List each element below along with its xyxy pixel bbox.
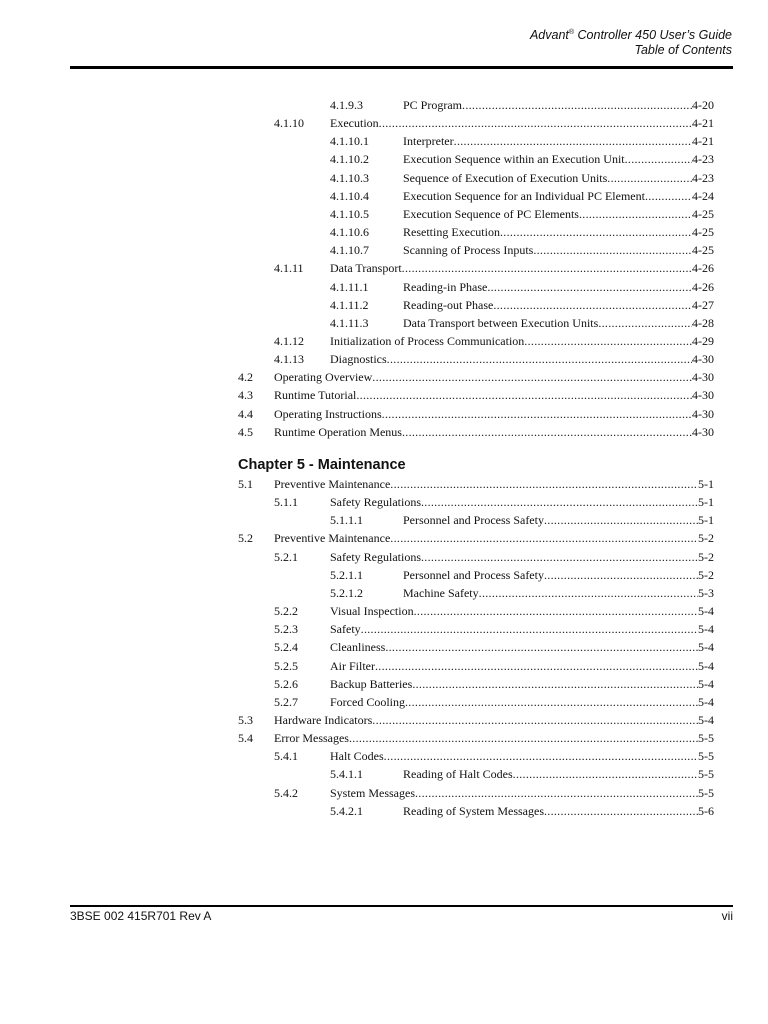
- toc-entry-page: 5-4: [698, 604, 714, 619]
- dot-leader: [402, 259, 692, 277]
- toc-entry-title: Reading of Halt Codes: [403, 767, 513, 782]
- toc-entry-number: 5.2.1.1: [330, 567, 363, 582]
- toc-entry-number: 5.4: [238, 731, 253, 746]
- toc-entry-page: 4-25: [692, 225, 714, 240]
- toc-entry[interactable]: [330, 765, 714, 783]
- toc-entry-page: 5-5: [698, 731, 714, 746]
- toc-entry-title: Runtime Tutorial: [274, 388, 357, 403]
- toc-entry[interactable]: [330, 96, 714, 114]
- running-footer: [70, 909, 733, 923]
- toc-entry-number: 5.4.1: [274, 749, 298, 764]
- dot-leader: [387, 350, 692, 368]
- toc-entry-page: 5-1: [698, 513, 714, 528]
- toc-entry[interactable]: [238, 475, 714, 493]
- toc-entry-page: 4-25: [692, 206, 714, 221]
- toc-entry-title: Error Messages: [274, 731, 349, 746]
- header-title-rest: Controller 450 User’s Guide: [574, 28, 732, 42]
- toc-entry-page: 4-30: [692, 352, 714, 367]
- toc-entry-number: 5.2.2: [274, 604, 298, 619]
- toc-entry[interactable]: [330, 223, 714, 241]
- dot-leader: [361, 620, 698, 638]
- toc-entry-title: Operating Overview: [274, 370, 373, 385]
- dot-leader: [385, 638, 698, 656]
- toc-entry-page: 4-21: [692, 134, 714, 149]
- toc-entry-title: Reading-in Phase: [403, 279, 488, 294]
- toc-entry-title: Runtime Operation Menus: [274, 424, 402, 439]
- footer-rule: [70, 905, 733, 907]
- toc-entry[interactable]: [274, 747, 714, 765]
- toc-entry-page: 5-2: [698, 531, 714, 546]
- document-id: 3BSE 002 415R701 Rev A: [70, 909, 212, 923]
- toc-entry-number: 5.4.1.1: [330, 767, 363, 782]
- toc-entry-number: 5.2.6: [274, 676, 298, 691]
- toc-entry-title: Interpreter: [403, 134, 454, 149]
- toc-entry-title: Sequence of Execution of Execution Units: [403, 170, 608, 185]
- toc-entry-page: 4-28: [692, 315, 714, 330]
- dot-leader: [414, 602, 698, 620]
- toc-entry-page: 5-3: [698, 585, 714, 600]
- toc-entry-title: PC Program: [403, 98, 463, 112]
- toc-entry-page: 5-4: [698, 676, 714, 691]
- toc-entry-title: Reading-out Phase: [403, 297, 494, 312]
- chapter-heading: Chapter 5 - Maintenance: [238, 457, 406, 473]
- dot-leader: [607, 169, 692, 187]
- toc-entry[interactable]: [238, 423, 714, 441]
- toc-entry-number: 5.2.1.2: [330, 585, 363, 600]
- toc-entry[interactable]: [238, 529, 714, 547]
- dot-leader: [625, 150, 692, 168]
- toc-entry[interactable]: [330, 314, 714, 332]
- dot-leader: [513, 765, 698, 783]
- toc-entry-page: 4-29: [692, 333, 714, 348]
- dot-leader: [390, 529, 698, 547]
- toc-entry-title: Execution Sequence within an Execution Unit: [403, 152, 625, 167]
- toc-entry-title: Halt Codes: [330, 749, 384, 764]
- toc-entry[interactable]: [330, 802, 714, 820]
- toc-entry-number: 4.1.10.2: [330, 152, 369, 167]
- toc-entry-page: 4-23: [692, 152, 714, 167]
- toc-entry[interactable]: [274, 638, 714, 656]
- dot-leader: [544, 511, 698, 529]
- toc-entry[interactable]: [274, 620, 714, 638]
- toc-entry[interactable]: [330, 132, 714, 150]
- toc-entry-page: 5-5: [698, 767, 714, 782]
- dot-leader: [500, 223, 692, 241]
- header-brand: Advant: [529, 28, 569, 42]
- header-subtitle: Table of Contents: [634, 43, 732, 57]
- toc-entry-title: Execution: [330, 116, 379, 131]
- toc-entry[interactable]: [274, 259, 714, 277]
- dot-leader: [372, 368, 692, 386]
- running-header: [530, 28, 732, 58]
- toc-entry-number: 4.2: [238, 370, 253, 385]
- toc-entry[interactable]: [274, 784, 714, 802]
- toc-entry-title: Preventive Maintenance: [274, 531, 391, 546]
- toc-entry-page: 4-30: [692, 424, 714, 439]
- toc-entry-title: Safety Regulations: [330, 495, 421, 510]
- toc-entry-page: 4-24: [692, 188, 714, 203]
- toc-entry-page: 5-4: [698, 712, 714, 727]
- toc-entry-title: Data Transport between Execution Units: [403, 315, 599, 330]
- toc-entry-page: 4-25: [692, 243, 714, 258]
- toc-entry-title: Data Transport: [330, 261, 402, 276]
- toc-entry[interactable]: [330, 150, 714, 168]
- toc-entry-number: 5.1.1.1: [330, 513, 363, 528]
- toc-entry[interactable]: [274, 493, 714, 511]
- toc-entry-page: 4-30: [692, 388, 714, 403]
- dot-leader: [415, 784, 698, 802]
- toc-entry-number: 5.2: [238, 531, 253, 546]
- dot-leader: [405, 693, 698, 711]
- dot-leader: [544, 566, 698, 584]
- dot-leader: [382, 405, 692, 423]
- toc-entry[interactable]: [330, 187, 714, 205]
- toc-entry[interactable]: [238, 386, 714, 404]
- toc-entry-number: 4.1.10: [274, 116, 304, 131]
- toc-entry-number: 5.4.2.1: [330, 803, 363, 818]
- toc-entry[interactable]: [238, 405, 714, 423]
- toc-entry-title: Machine Safety: [403, 585, 479, 600]
- toc-entry[interactable]: [330, 296, 714, 314]
- toc-entry-page: 5-4: [698, 622, 714, 637]
- toc-entry[interactable]: [274, 350, 714, 368]
- toc-entry-number: 5.2.5: [274, 658, 298, 673]
- toc-entry-number: 5.1.1: [274, 495, 298, 510]
- dot-leader: [421, 548, 698, 566]
- dot-leader: [533, 241, 692, 259]
- toc-entry-number: 4.1.10.7: [330, 243, 369, 258]
- dot-leader: [645, 187, 692, 205]
- toc-entry-title: Safety: [330, 622, 361, 637]
- page-number: vii: [721, 909, 733, 923]
- toc-entry[interactable]: [274, 693, 714, 711]
- dot-leader: [372, 711, 698, 729]
- toc-entry-number: 5.1: [238, 477, 253, 491]
- dot-leader: [479, 584, 698, 602]
- header-rule: [70, 66, 733, 69]
- toc-entry-number: 5.2.4: [274, 640, 298, 655]
- toc-entry-page: 4-20: [692, 98, 714, 112]
- toc-entry-page: 4-27: [692, 297, 714, 312]
- toc-entry-page: 4-26: [692, 279, 714, 294]
- toc-entry-page: 5-2: [698, 567, 714, 582]
- toc-entry-page: 5-5: [698, 785, 714, 800]
- toc-entry[interactable]: [238, 729, 714, 747]
- toc-entry-title: Resetting Execution: [403, 225, 500, 240]
- dot-leader: [402, 423, 692, 441]
- toc-entry-title: Reading of System Messages: [403, 803, 544, 818]
- toc-entry-page: 5-2: [698, 549, 714, 564]
- registered-mark: ®: [568, 28, 575, 36]
- dot-leader: [524, 332, 692, 350]
- toc-entry-page: 4-26: [692, 261, 714, 276]
- dot-leader: [462, 96, 692, 114]
- toc-entry-title: Personnel and Process Safety: [403, 567, 544, 582]
- toc-entry-number: 4.1.10.6: [330, 225, 369, 240]
- dot-leader: [579, 205, 692, 223]
- toc-entry[interactable]: [238, 711, 714, 729]
- toc-entry-page: 4-21: [692, 116, 714, 131]
- toc-entry-number: 4.3: [238, 388, 253, 403]
- dot-leader: [349, 729, 698, 747]
- toc-entry-title: Execution Sequence of PC Elements: [403, 206, 579, 221]
- toc-entry[interactable]: [330, 511, 714, 529]
- toc-entry-number: 4.1.13: [274, 352, 304, 367]
- toc-entry[interactable]: [238, 368, 714, 386]
- toc-entry[interactable]: [274, 332, 714, 350]
- dot-leader: [390, 475, 698, 493]
- toc-entry[interactable]: [330, 169, 714, 187]
- toc-entry[interactable]: [330, 584, 714, 602]
- toc-entry-number: 4.1.11: [274, 261, 304, 276]
- toc-entry[interactable]: [330, 241, 714, 259]
- toc-entry-title: Air Filter: [330, 658, 375, 673]
- toc-entry-page: 4-30: [692, 406, 714, 421]
- dot-leader: [493, 296, 692, 314]
- dot-leader: [356, 386, 692, 404]
- toc-entry-page: 4-23: [692, 170, 714, 185]
- toc-entry-title: Safety Regulations: [330, 549, 421, 564]
- toc-entry[interactable]: [274, 675, 714, 693]
- toc-entry-page: 5-1: [698, 495, 714, 510]
- dot-leader: [487, 278, 692, 296]
- toc-entry-page: 5-1: [698, 477, 714, 491]
- toc-entry-title: Personnel and Process Safety: [403, 513, 544, 528]
- toc-entry-page: 5-4: [698, 640, 714, 655]
- toc-entry-number: 4.1.10.4: [330, 188, 369, 203]
- header-title: [530, 28, 732, 43]
- toc-entry-title: Scanning of Process Inputs: [403, 243, 534, 258]
- toc-entry[interactable]: [330, 205, 714, 223]
- toc-entry-number: 4.1.12: [274, 333, 304, 348]
- toc-entry[interactable]: [330, 566, 714, 584]
- toc-entry-page: 5-5: [698, 749, 714, 764]
- toc-entry-title: Initialization of Process Communication: [330, 333, 525, 348]
- toc-entry-page: 5-4: [698, 694, 714, 709]
- toc-entry-title: Cleanliness: [330, 640, 386, 655]
- toc-entry-title: System Messages: [330, 785, 415, 800]
- toc-entry-number: 4.1.11.2: [330, 297, 369, 312]
- dot-leader: [412, 675, 698, 693]
- toc-entry-number: 4.1.10.3: [330, 170, 369, 185]
- toc-entry-title: Diagnostics: [330, 352, 387, 367]
- toc-entry-number: 5.2.7: [274, 694, 298, 709]
- toc-entry-number: 5.2.3: [274, 622, 298, 637]
- toc-entry-title: Hardware Indicators: [274, 712, 373, 727]
- toc-entry-number: 5.4.2: [274, 785, 298, 800]
- toc-entry-title: Forced Cooling: [330, 694, 405, 709]
- toc-entry-title: Preventive Maintenance: [274, 477, 391, 491]
- toc-entry-number: 5.3: [238, 712, 253, 727]
- toc-entry-title: Backup Batteries: [330, 676, 413, 691]
- toc-entry-number: 4.5: [238, 424, 253, 439]
- toc-entry[interactable]: [274, 114, 714, 132]
- dot-leader: [384, 747, 698, 765]
- dot-leader: [544, 802, 698, 820]
- dot-leader: [454, 132, 692, 150]
- dot-leader: [421, 493, 698, 511]
- toc-entry[interactable]: [274, 548, 714, 566]
- toc-entry-title: Visual Inspection: [330, 604, 414, 619]
- toc-entry-title: Execution Sequence for an Individual PC Element: [403, 188, 645, 203]
- toc-entry-page: 5-4: [698, 658, 714, 673]
- dot-leader: [375, 657, 698, 675]
- toc-entry-number: 4.1.10.5: [330, 206, 369, 221]
- toc-entry[interactable]: [330, 278, 714, 296]
- toc-entry-number: 4.1.11.1: [330, 279, 369, 294]
- dot-leader: [379, 114, 692, 132]
- toc-entry-number: 4.1.10.1: [330, 134, 369, 149]
- toc-entry-page: 4-30: [692, 370, 714, 385]
- toc-entry[interactable]: [274, 657, 714, 675]
- toc-entry-number: 4.1.9.3: [330, 98, 363, 112]
- toc-entry-page: 5-6: [698, 803, 714, 818]
- toc-entry-title: Operating Instructions: [274, 406, 382, 421]
- toc-entry[interactable]: [274, 602, 714, 620]
- toc-entry-number: 4.4: [238, 406, 253, 421]
- toc-entry-number: 4.1.11.3: [330, 315, 369, 330]
- dot-leader: [598, 314, 692, 332]
- toc-entry-number: 5.2.1: [274, 549, 298, 564]
